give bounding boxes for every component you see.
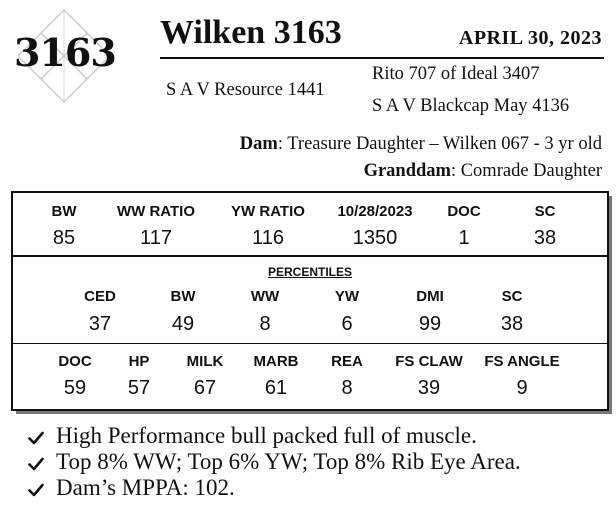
percentile-header: DMI (416, 288, 444, 305)
percentile-value: 61 (264, 377, 288, 399)
percentile-header: CED (84, 288, 116, 305)
sale-date: APRIL 30, 2023 (458, 27, 602, 49)
percentile-value: 59 (63, 377, 87, 399)
check-icon (28, 431, 56, 445)
sire-dam-name: S A V Blackcap May 4136 (372, 96, 570, 116)
stat-header: WW RATIO (116, 203, 196, 220)
list-item (28, 450, 521, 476)
percentile-header: FS CLAW (395, 353, 463, 370)
stat-value: 1 (458, 227, 470, 249)
percentile-header: MILK (186, 353, 224, 370)
lot-number: 3163 (14, 30, 116, 75)
percentile-header: DOC (58, 353, 92, 370)
sire-sire-name: Rito 707 of Ideal 3407 (372, 64, 540, 84)
stat-header: 10/28/2023 (337, 203, 413, 220)
highlight-text: Dam’s MPPA: 102. (56, 475, 235, 500)
percentile-value: 38 (500, 313, 524, 335)
stat-header: SC (534, 203, 556, 220)
animal-name-title: Wilken 3163 (160, 14, 342, 51)
percentile-header: REA (331, 353, 363, 370)
box-shadow-right (609, 196, 612, 414)
list-item (28, 424, 521, 450)
stat-value: 116 (252, 227, 284, 249)
stat-header: YW RATIO (231, 203, 305, 220)
dam-value: : Treasure Daughter – Wilken 067 - 3 yr old (277, 134, 602, 154)
percentile-header: BW (170, 288, 196, 305)
box-shadow-bottom (16, 411, 612, 414)
stat-value: 38 (533, 227, 557, 249)
lot-number-mark (14, 8, 114, 104)
dam-label: Dam (239, 134, 278, 154)
stat-value: 117 (140, 227, 172, 249)
percentile-header: SC (501, 288, 523, 305)
check-icon (28, 483, 56, 497)
stat-header: DOC (447, 203, 481, 220)
percentile-value: 9 (516, 377, 528, 399)
stat-value: 85 (52, 227, 76, 249)
sire-name: S A V Resource 1441 (166, 80, 325, 100)
percentiles-title: PERCENTILES (267, 265, 353, 279)
title-underline (160, 57, 604, 59)
percentile-value: 99 (418, 313, 442, 335)
percentile-value: 6 (341, 313, 353, 335)
percentile-header: YW (334, 288, 360, 305)
percentile-value: 8 (259, 313, 271, 335)
percentile-header: FS ANGLE (484, 353, 560, 370)
granddam-label: Granddam (363, 161, 451, 181)
granddam-value: : Comrade Daughter (450, 161, 602, 181)
performance-stats-box (11, 191, 609, 257)
percentile-value: 37 (88, 313, 112, 335)
percentile-header: MARB (253, 353, 299, 370)
percentile-value: 49 (171, 313, 195, 335)
highlight-text: High Performance bull packed full of muscle. (56, 423, 477, 448)
percentile-header: WW (250, 288, 280, 305)
list-item (28, 476, 521, 502)
percentile-value: 57 (127, 377, 151, 399)
percentile-value: 39 (417, 377, 441, 399)
percentile-header: HP (128, 353, 150, 370)
granddam-line (364, 161, 602, 182)
highlight-text: Top 8% WW; Top 6% YW; Top 8% Rib Eye Area. (56, 449, 521, 474)
percentiles-divider (13, 343, 607, 344)
percentile-value: 8 (341, 377, 353, 399)
highlights-list (28, 424, 521, 502)
stat-header: BW (51, 203, 77, 220)
check-icon (28, 457, 56, 471)
dam-line (240, 134, 602, 155)
percentile-value: 67 (193, 377, 217, 399)
stat-value: 1350 (352, 227, 398, 249)
